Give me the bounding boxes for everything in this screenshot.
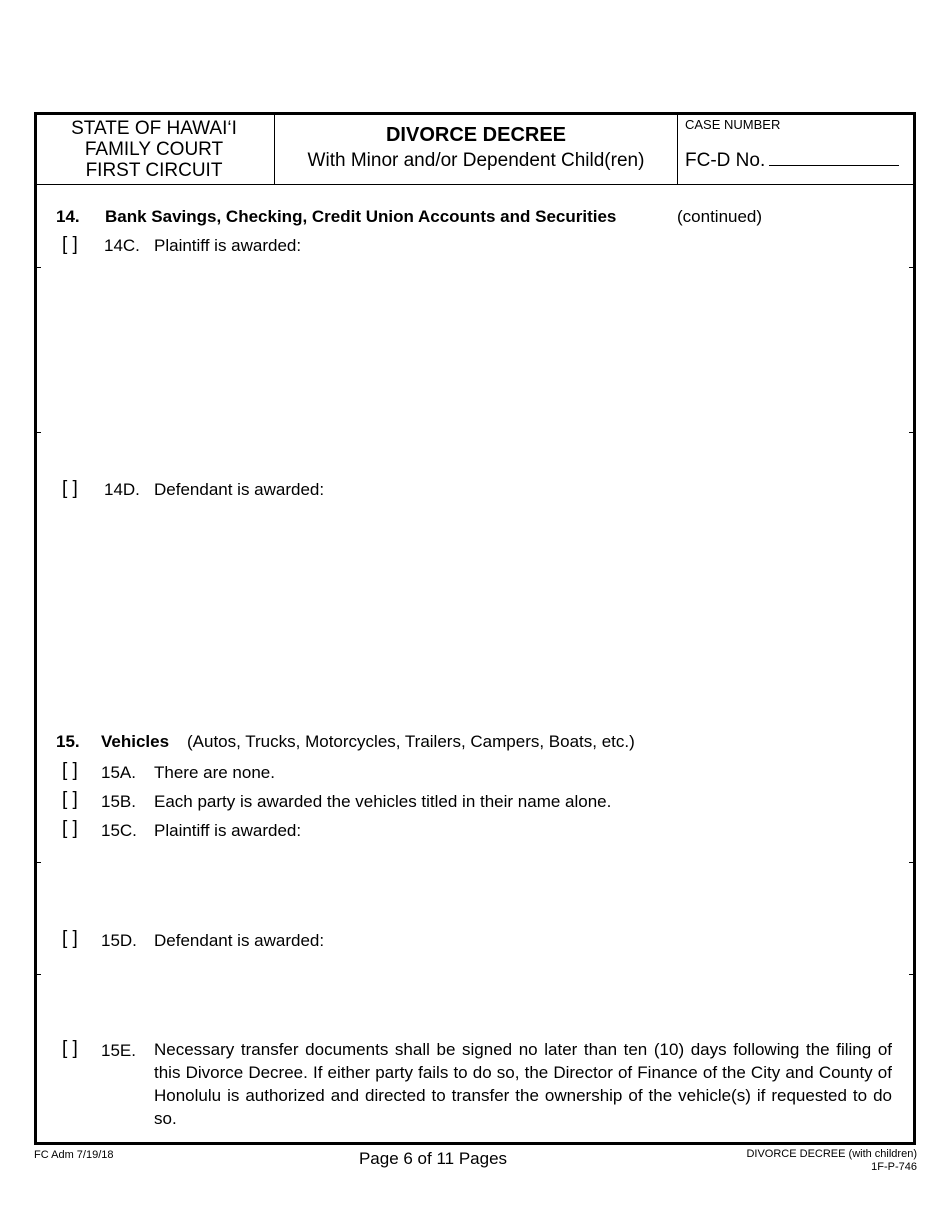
item-15a-code: 15A.	[101, 763, 136, 782]
margin-tick	[909, 432, 916, 433]
margin-tick	[909, 267, 916, 268]
form-revision: FC Adm 7/19/18	[34, 1149, 114, 1161]
checkbox-15e[interactable]: [ ]	[62, 1038, 78, 1059]
item-15d-text: Defendant is awarded:	[154, 931, 325, 950]
checkbox-15d[interactable]: [ ]	[62, 928, 78, 949]
item-15b-code: 15B.	[101, 792, 136, 811]
case-number-block	[678, 112, 913, 184]
section-14-note: (continued)	[677, 207, 763, 226]
case-prefix: FC-D No.	[685, 150, 766, 171]
checkbox-14d[interactable]: [ ]	[62, 478, 78, 499]
item-15d-code: 15D.	[101, 931, 137, 950]
court-line-3: FIRST CIRCUIT	[85, 160, 223, 181]
section-14-number: 14.	[56, 207, 80, 226]
court-line-2: FAMILY COURT	[84, 139, 224, 160]
case-number-label: CASE NUMBER	[685, 117, 781, 132]
section-14-title: Bank Savings, Checking, Credit Union Accounts and Securities	[105, 207, 617, 226]
item-15c-text: Plaintiff is awarded:	[154, 821, 302, 840]
margin-tick	[909, 862, 916, 863]
item-15e-code: 15E.	[101, 1041, 136, 1060]
item-15a-text: There are none.	[154, 763, 275, 782]
margin-tick	[34, 267, 41, 268]
page-number: Page 6 of 11 Pages	[358, 1149, 508, 1168]
page-frame	[34, 112, 916, 1145]
checkbox-14c[interactable]: [ ]	[62, 234, 78, 255]
section-15-note: (Autos, Trucks, Motorcycles, Trailers, Campers, Boats, etc.)	[187, 732, 635, 751]
document-subtitle: With Minor and/or Dependent Child(ren)	[307, 150, 645, 171]
document-header	[34, 112, 916, 185]
item-14d-code: 14D.	[104, 480, 140, 499]
margin-tick	[909, 974, 916, 975]
item-15c-code: 15C.	[101, 821, 137, 840]
item-14c-code: 14C.	[104, 236, 140, 255]
title-block	[274, 112, 678, 184]
margin-tick	[34, 974, 41, 975]
document-title: DIVORCE DECREE	[385, 124, 567, 146]
item-15b-text: Each party is awarded the vehicles titled in their name alone.	[154, 792, 612, 811]
checkbox-15c[interactable]: [ ]	[62, 818, 78, 839]
footer-form-number: 1F-P-746	[871, 1161, 917, 1173]
checkbox-15b[interactable]: [ ]	[62, 789, 78, 810]
item-14d-text: Defendant is awarded:	[154, 480, 325, 499]
margin-tick	[34, 432, 41, 433]
case-number-blank[interactable]	[769, 149, 899, 166]
item-14c-text: Plaintiff is awarded:	[154, 236, 302, 255]
footer-document-info	[746, 1148, 917, 1174]
court-block	[34, 112, 274, 184]
margin-tick	[34, 862, 41, 863]
section-15-number: 15.	[56, 732, 80, 751]
checkbox-15a[interactable]: [ ]	[62, 760, 78, 781]
footer-doc-name: DIVORCE DECREE (with children)	[746, 1148, 917, 1160]
section-15-title: Vehicles	[101, 732, 170, 751]
case-number-field[interactable]	[685, 149, 899, 172]
court-line-1: STATE OF HAWAI‘I	[71, 118, 237, 139]
item-15e-text: Necessary transfer documents shall be signed no later than ten (10) days following the filing of this Divorce Decree. If either party fails to do so, the Director of Finance of the City and County of Honolulu is authorized and directed to transfer the ownership of the vehicle(s) if requested to do so.	[154, 1040, 892, 1128]
